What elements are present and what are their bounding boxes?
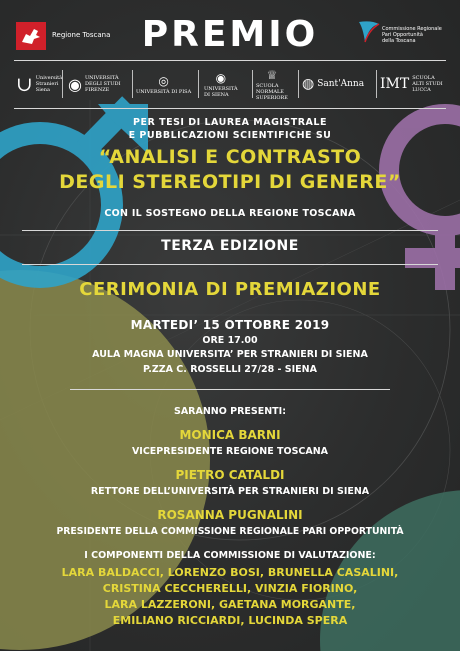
- commission-swoosh-icon: [357, 18, 381, 44]
- siena-seal-icon: ◉: [215, 70, 227, 85]
- intro-line-2: E PUBBLICAZIONI SCIENTIFICHE SU: [128, 130, 332, 141]
- logo-stranieri: ∪ Università Stranieri Siena: [16, 72, 63, 96]
- logo-pisa: ◎ UNIVERSITÀ DI PISA: [136, 73, 192, 95]
- commission-logo: [357, 18, 381, 44]
- university-logos: [8, 66, 452, 102]
- support-line: CON IL SOSTEGNO DELLA REGIONE TOSCANA: [104, 208, 356, 219]
- presenter-name-2: PIETRO CATALDI: [175, 468, 285, 482]
- event-divider: [70, 389, 390, 390]
- santanna-seal-icon: ◍: [302, 76, 315, 92]
- pisa-seal-icon: ◎: [158, 73, 169, 88]
- logo-siena: ◉ UNIVERSITÀ DI SIENA: [204, 70, 238, 98]
- edition-top-divider: [22, 230, 438, 231]
- event-date: MARTEDI’ 15 OTTOBRE 2019: [130, 318, 330, 332]
- event-address: P.ZZA C. ROSSELLI 27/28 - SIENA: [143, 364, 317, 375]
- commission-label: Commissione Regionale Pari Opportunità della Toscana: [382, 26, 442, 44]
- logo-santanna: ◍ Sant'Anna: [302, 76, 365, 92]
- firenze-seal-icon: ◉: [68, 74, 82, 94]
- presenters-label: SARANNO PRESENTI:: [173, 406, 286, 417]
- committee-label: I COMPONENTI DELLA COMMISSIONE DI VALUTAZIONE:: [84, 550, 376, 561]
- logo-imt: IMT SCUOLA ALTI STUDI LUCCA: [380, 75, 443, 93]
- region-label: Regione Toscana: [52, 31, 111, 39]
- presenter-name-1: MONICA BARNI: [179, 428, 281, 442]
- ceremony-title: CERIMONIA DI PREMIAZIONE: [79, 279, 381, 300]
- committee-line-2: CRISTINA CECCHERELLI, VINZIA FIORINO,: [102, 582, 358, 595]
- logo-normale: ♕ SCUOLA NORMALE SUPERIORE: [256, 67, 288, 101]
- intro-line-1: PER TESI DI LAUREA MAGISTRALE: [133, 117, 327, 128]
- committee-line-4: EMILIANO RICCIARDI, LUCINDA SPERA: [112, 614, 348, 627]
- presenter-role-1: VICEPRESIDENTE REGIONE TOSCANA: [131, 446, 329, 457]
- presenter-name-3: ROSANNA PUGNALINI: [157, 508, 303, 522]
- edition-bottom-divider: [22, 264, 438, 265]
- stranieri-u-icon: ∪: [16, 72, 33, 96]
- normale-crest-icon: ♕: [266, 67, 278, 82]
- logo-firenze: ◉ UNIVERSITÀ DEGLI STUDI FIRENZE: [68, 74, 121, 94]
- header-divider: [14, 60, 446, 61]
- page-title: PREMIO: [141, 14, 319, 55]
- committee-line-1: LARA BALDACCI, LORENZO BOSI, BRUNELLA CASALINI,: [61, 566, 399, 579]
- edition-label: TERZA EDIZIONE: [161, 238, 299, 254]
- committee-line-3: LARA LAZZERONI, GAETANA MORGANTE,: [104, 598, 356, 611]
- event-venue: AULA MAGNA UNIVERSITA’ PER STRANIERI DI SIENA: [92, 349, 368, 360]
- logos-divider: [14, 108, 446, 109]
- topic-line-1: “ANALISI E CONTRASTO: [98, 146, 362, 168]
- presenter-role-2: RETTORE DELL’UNIVERSITÀ PER STRANIERI DI SIENA: [90, 486, 370, 497]
- topic-line-2: DEGLI STEREOTIPI DI GENERE”: [59, 171, 401, 193]
- event-time: ORE 17.00: [202, 335, 258, 346]
- presenter-role-3: PRESIDENTE DELLA COMMISSIONE REGIONALE PARI OPPORTUNITÀ: [56, 526, 404, 537]
